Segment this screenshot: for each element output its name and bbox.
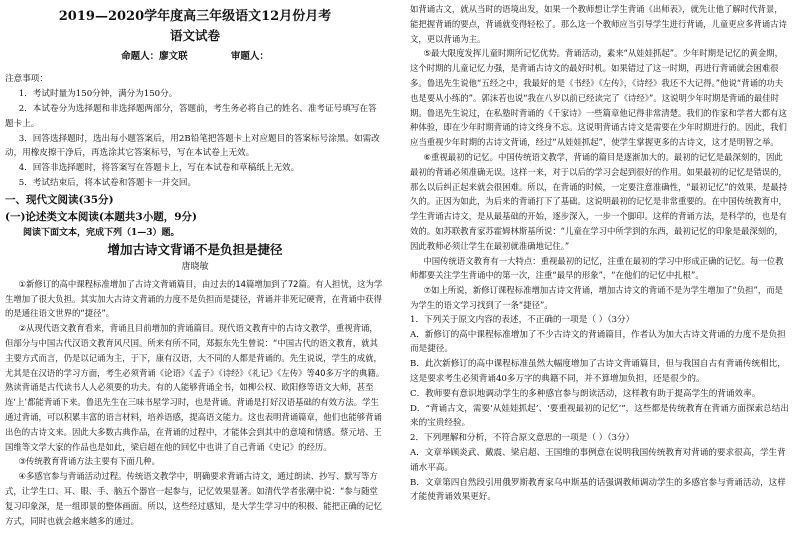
reading-instruction: 阅读下面文本，完成下列（1—3）题。: [23, 228, 180, 239]
notes-heading: 注意事项：: [5, 74, 48, 85]
question-stem: 2．下列理解和分析，不符合原文意思的一项是（ ）（3分）: [410, 433, 635, 444]
article-paragraph: ⑤最大限度发挥儿童时期所记忆优势。背诵活动，素来“从娃娃抓起”。少年时期是记忆的黄金期，这个时期的儿童记忆力强，是背诵古诗文的最好时机。如果错过了这一时期，再进行背诵就会困难很多。鲁迅先生说他“五经之中，我最好的是《书经》《左传》，《诗经》我还不大记得。”他说“背诵的功夫也是要从小练的”。郭沫若也说“我在八岁以前已经读完了《诗经》”。这说明少年时期是背诵的最佳时期。鲁迅先生说过，在私塾时背诵的《千家诗》一些篇章他记得非常清楚。我们的作家和学者大都有这种体验，即在少年时期背诵的诗文终身不忘。这说明背诵古诗文是需要在少年时期进行的。因此，我们应当重视少年时期的古诗文背诵，经过“从娃娃抓起”，使学生掌握更多的古诗文，这才是明智之举。: [410, 48, 787, 148]
article-title: 增加古诗文背诵不是负担是捷径: [107, 242, 283, 258]
article-paragraph: ⑦如上所说，新修订课程标准增加古诗文背诵，增加古诗文的背诵不是为学生增加了“负担”，而是为学生的语文学习找到了一条“捷径”。: [410, 285, 783, 310]
paper-title: 语文试卷: [169, 27, 220, 43]
subsection-heading: (一)论述类文本阅读(本题共3小题，9分): [5, 210, 197, 223]
article-paragraph: ①新修订的高中课程标准增加了古诗文背诵篇目，由过去的14篇增加到了72篇。有人担忧，这为学生增加了很大负担。其实加大古诗文背诵的力度不是负担而是捷径，背诵并非死记硬背，在背诵中获得的是通往语文世界的“捷径”。: [5, 278, 383, 319]
article-paragraph: ③传统教育背诵方法主要有下面几种。: [18, 456, 160, 467]
article-author: 唐晓敏: [181, 261, 209, 272]
reviewer-line: [231, 51, 269, 62]
proposer-line: [121, 51, 188, 62]
note-item: 1．考试时量为150分钟，满分为150分。: [18, 89, 178, 100]
question-option: A．文章举顾炎武、戴震、梁启超、王国维的事例意在说明我国传统教育对背诵的要求很高，学生背诵水平高。: [410, 447, 786, 473]
question-option: D．“背诵古文，需要‘从娃娃抓起’、‘要重视最初的记忆’”，这些都是传统教育在背诵方面探索总结出来的宝贵经验。: [410, 403, 789, 429]
article-paragraph: ④多感官参与背诵活动过程。传统语文教学中，明确要求背诵古诗文，通过朗读、抄写、默写等方式，让学生口、耳、眼、手、脑五个器官一起参与，记忆效果显著。如清代学者张潮中说：“参与随堂复习印象深，是一组即景的整体画面。所以，这些经过感知，是大学生学习中的积极、能把正确的记忆方式，同时也就会越来越多的通过。: [5, 471, 382, 526]
note-item: 2．本试卷分为选择题和非选择题两部分，答题前，考生务必将自己的姓名、准考证号填写在答题卡上。: [5, 103, 377, 129]
question-stem: 1．下列关于原文内容的表述，不正确的一项是（ ）（3分）: [410, 314, 635, 325]
right-column: [410, 2, 790, 505]
question-option: C．教师要有意识地调动学生的多种感官参与朗读活动，这样教有助于提高学生的背诵效率。: [410, 388, 761, 399]
question-option: B．文章第四自然段引用俄罗斯教育家乌申斯基的话强调教师调动学生的多感官参与背诵活动，这样才能使背诵效果更好。: [410, 477, 786, 503]
note-item: 5．考试结束后，将本试卷和答题卡一并交回。: [18, 177, 197, 188]
proposer-label: 命题人：: [121, 50, 160, 62]
question-option: B．此次新修订的高中课程标准虽然大幅度增加了古诗文背诵篇目，但与我国自古有背诵传统相比，这是要求考生必须背诵40多万字的典籍不同，并不算增加负担，还是很少的。: [410, 359, 786, 384]
exam-title: 2019—2020学年度高三年级语文12月份月考: [58, 9, 332, 24]
note-item: 4．回答非选择题时，将答案写在答题卡上，写在本试卷和草稿纸上无效。: [18, 163, 300, 174]
author-meta: [5, 50, 385, 65]
reviewer-label: 审题人：: [230, 50, 269, 62]
question-option: A．新修订的高中课程标准增加了不少古诗文的背诵篇目，作者认为加大古诗文背诵的力度不是负担而是捷径。: [410, 329, 786, 355]
left-column: [5, 2, 385, 528]
article-paragraph: 如背诵古文，就从当时的语境出发，如果一个教师想让学生背诵《出师表》，就先让他了解时代背景，能把握背诵的要点，背诵就变得轻松了。那么这一个教师应当引导学生进行背诵，儿童更应多背诵古诗文，更以背诵为主。: [410, 4, 787, 44]
article-paragraph: ⑥重视最初的记忆。中国传统语文教学，背诵的篇目是逐渐加大的。最初的记忆是最深刻的，因此最初的背诵必须准确无误。这样一来，对于以后的学习会起到很好的作用。如果最初的记忆是错误的，那么以后纠正起来就会很困难。所以，在背诵的时候，一定要注意准确性，“最初记忆”的效果，是最持久的。正因为如此，为后来的背诵打下了基础。这说明最初的记忆是非常重要的。在中国传统教育中，学生背诵古诗文，是从最基础的开始，逐步深入，一步一个脚印。这样的背诵方法，是科学的，也是有效的。如苏联教育家苏霍姆林斯基所说：“儿童在学习中所学到的东西，最初记忆的印象是最深刻的，因此教师必须让学生在最初就准确地记住。”: [410, 151, 788, 251]
article-paragraph: ②从现代语文教育看来，背诵且目前增加的背诵篇目。现代语文教育中的古诗文教学，重视背诵，但部分与中国古代汉语文教育风尺国。所来有所不同，郑振东先生曾说：“中国古代的语文教育，就其主要方式而言，仍是以记诵为主，于下，康有汉语，大不同的人都是背诵的。先生说说，学生的成就，尤其是在汉语的学习方面，考生必须背诵《论语》《孟子》《诗经》《礼记》《左传》等40多万字的典籍。熟读背诵是古代读书人人必须要的功夫。有的人能够背诵全书，如柳公权、欧阳修等语文大师，甚至连‘上’都能背诵下来。鲁迅先生在三味书屋学习时，也是背诵。背诵是打好汉语基础的有效方法。学生通过背诵，可以积累丰富的语言材料，培养语感，提高语文能力。这也表明背诵篇章，他们也能够背诵出色的古诗文来。因此大多数古典作品，在背诵的过程中，才能体会到其中的意境和情感。蔡元培、王国维等文学大家的作品也是如此，梁启超在他的回忆中也讲了自己背诵《史记》的经历。: [5, 323, 385, 452]
section-heading: 一、现代文阅读(35分): [5, 193, 114, 206]
article-paragraph: 中国传统语文教育有一大特点：重视最初的记忆，注重在最初的学习中形成正确的记忆。每一位教师都要关注学生背诵中的第一次，注重“最早的形象”，“在他们的记忆中扎根”。: [410, 255, 784, 281]
proposer-name: 廖文联: [159, 50, 188, 62]
note-item: 3．回答选择题时，选出每小题答案后，用2B铅笔把答题卡上对应题目的答案标号涂黑。如需改动，用橡皮擦干净后，再选涂其它答案标号，写在本试卷上无效。: [5, 133, 380, 159]
